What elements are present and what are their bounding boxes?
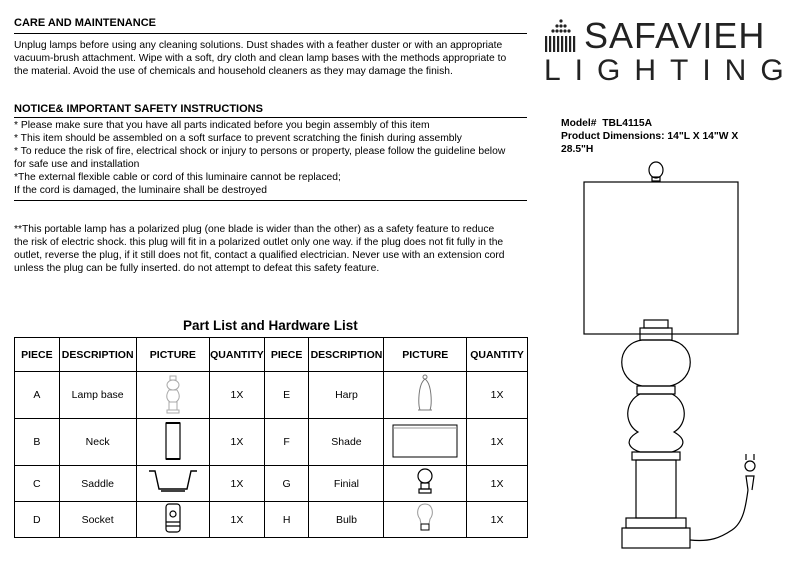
- picture-cell: [136, 466, 210, 502]
- piece-cell: A: [15, 372, 60, 419]
- column-header: PIECE: [15, 338, 60, 372]
- care-title: CARE AND MAINTENANCE: [14, 17, 156, 29]
- finial-icon: [415, 467, 435, 497]
- lamp-base-icon: [163, 374, 183, 414]
- notice-line: If the cord is damaged, the luminaire shall be destroyed: [14, 185, 267, 196]
- picture-cell: [136, 372, 210, 419]
- quantity-cell: 1X: [210, 466, 265, 502]
- column-header: DESCRIPTION: [309, 338, 384, 372]
- notice-line: * Please make sure that you have all parts indicated before you begin assembly of this item: [14, 120, 430, 131]
- saddle-icon: [147, 467, 199, 497]
- description-cell: Saddle: [59, 466, 136, 502]
- notice-title: NOTICE& IMPORTANT SAFETY INSTRUCTIONS: [14, 103, 263, 115]
- quantity-cell: 1X: [467, 466, 528, 502]
- description-cell: Lamp base: [59, 372, 136, 419]
- plug-line: **This portable lamp has a polarized plug (one blade is wider than the other) as a safety feature to reduce: [14, 224, 495, 235]
- column-header: PIECE: [264, 338, 309, 372]
- notice-line: *The external flexible cable or cord of this luminaire cannot be replaced;: [14, 172, 341, 183]
- quantity-cell: 1X: [467, 419, 528, 466]
- dimensions-line: 28.5"H: [561, 144, 594, 155]
- bulb-icon: [415, 502, 435, 534]
- table-row: [15, 419, 528, 466]
- notice-paragraph: [14, 119, 505, 197]
- column-header: DESCRIPTION: [59, 338, 136, 372]
- description-cell: Neck: [59, 419, 136, 466]
- piece-cell: D: [15, 502, 60, 538]
- piece-cell: C: [15, 466, 60, 502]
- care-line: Unplug lamps before using any cleaning solutions. Dust shades with a feather duster or with an appropriate: [14, 40, 503, 51]
- product-info: [561, 117, 738, 156]
- quantity-cell: 1X: [210, 419, 265, 466]
- picture-cell: [136, 419, 210, 466]
- care-line: vacuum-brush attachment. Wipe with a soft, dry cloth and clean lamp bases with the methods appropriate to: [14, 53, 507, 64]
- description-cell: Harp: [309, 372, 384, 419]
- quantity-cell: 1X: [467, 502, 528, 538]
- notice-divider: [14, 117, 527, 118]
- notice-line: for safe use and installation: [14, 159, 140, 170]
- parts-header-row: [15, 338, 528, 372]
- plug-line: outlet, reverse the plug, if it still does not fit, contact a qualified electrician. Never use with an extension cord: [14, 250, 505, 261]
- table-row: [15, 372, 528, 419]
- piece-cell: E: [264, 372, 309, 419]
- piece-cell: F: [264, 419, 309, 466]
- lamp-illustration: [560, 158, 775, 563]
- notice-line: * To reduce the risk of fire, electrical shock or injury to persons or property, please follow the guideline below: [14, 146, 506, 157]
- socket-icon: [163, 502, 183, 534]
- harp-icon: [415, 374, 435, 414]
- column-header: QUANTITY: [467, 338, 528, 372]
- neck-icon: [161, 420, 185, 462]
- model-label: Model#: [561, 118, 597, 129]
- picture-cell: [384, 419, 467, 466]
- description-cell: Finial: [309, 466, 384, 502]
- picture-cell: [136, 502, 210, 538]
- dimensions-line: Product Dimensions: 14"L X 14"W X: [561, 131, 739, 142]
- quantity-cell: 1X: [467, 372, 528, 419]
- description-cell: Bulb: [309, 502, 384, 538]
- picture-cell: [384, 372, 467, 419]
- quantity-cell: 1X: [210, 372, 265, 419]
- column-header: PICTURE: [136, 338, 210, 372]
- parts-table-title: Part List and Hardware List: [183, 318, 358, 333]
- plug-paragraph: [14, 223, 505, 275]
- piece-cell: B: [15, 419, 60, 466]
- plug-line: the risk of electric shock. this plug will fit in a polarized outlet only one way. if the plug does not fit fully in the: [14, 237, 504, 248]
- plug-line: unless the plug can be fully inserted. do not attempt to defeat this safety feature.: [14, 263, 380, 274]
- notice-bottom-divider: [14, 200, 527, 201]
- quantity-cell: 1X: [210, 502, 265, 538]
- brand-logo-icon: [540, 18, 582, 54]
- piece-cell: G: [264, 466, 309, 502]
- brand-name: SAFAVIEH: [584, 15, 766, 56]
- model-value: TBL4115A: [602, 118, 653, 129]
- notice-line: * This item should be assembled on a soft surface to prevent scratching the finish during assembly: [14, 133, 462, 144]
- care-divider: [14, 33, 527, 34]
- column-header: PICTURE: [384, 338, 467, 372]
- description-cell: Socket: [59, 502, 136, 538]
- brand-subtitle: LIGHTING: [544, 54, 798, 87]
- description-cell: Shade: [309, 419, 384, 466]
- picture-cell: [384, 466, 467, 502]
- care-line: the material. Avoid the use of chemicals and household cleaners as they may damage the finish.: [14, 66, 453, 77]
- picture-cell: [384, 502, 467, 538]
- table-row: [15, 502, 528, 538]
- piece-cell: H: [264, 502, 309, 538]
- column-header: QUANTITY: [210, 338, 265, 372]
- shade-icon: [391, 422, 459, 460]
- table-row: [15, 466, 528, 502]
- parts-table: [14, 337, 528, 538]
- care-paragraph: [14, 39, 506, 78]
